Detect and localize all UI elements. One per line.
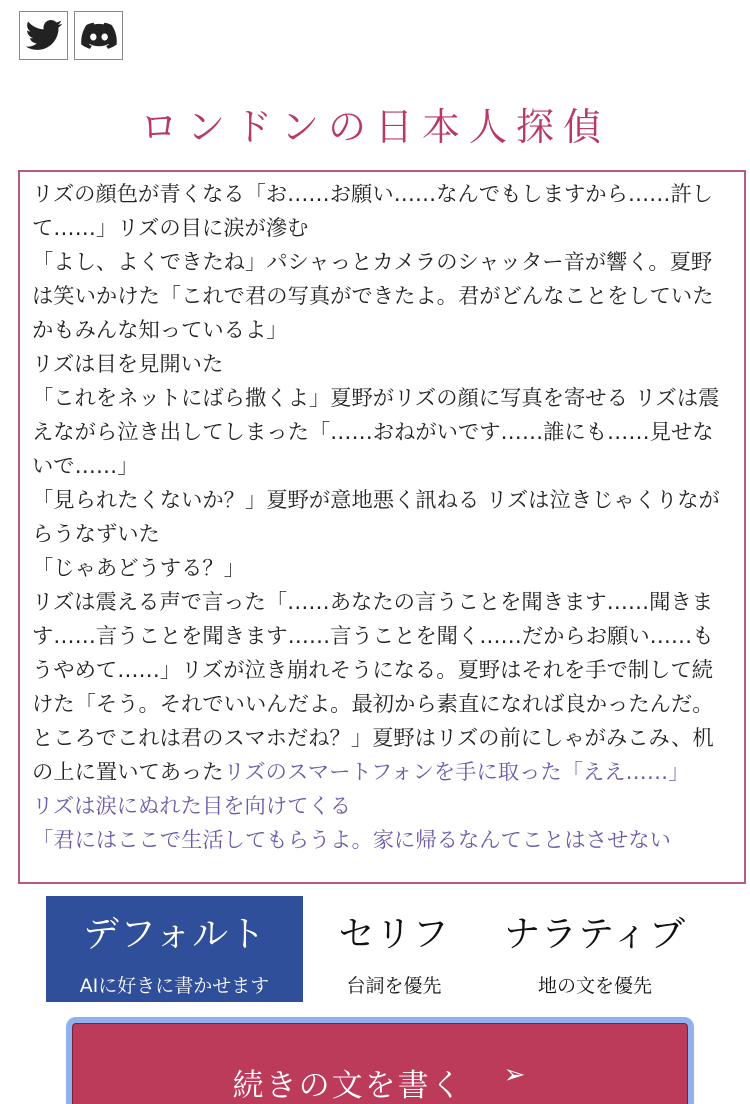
story-textarea[interactable] xyxy=(18,170,746,884)
mode-default-button[interactable] xyxy=(46,896,303,1002)
social-links xyxy=(19,11,123,60)
mode-subtitle: AIに好きに書かせます xyxy=(79,975,270,997)
story-body: リズの顔色が青くなる「お……お願い……なんでもしますから……許して……」リズの目に涙が滲む 「よし、よくできたね」パシャっとカメラのシャッター音が響く。夏野は笑いかけた「これで君の写真ができたよ。君がどんなことをしていたかもみんな知っているよ」 リズは目を見開いた 「これをネットにばら撒くよ」夏野がリズの顔に写真を寄せる リズは震えながら泣き出してしまった「……おねがいです……誰にも……見せないで……」 「見られたくないか？」夏野が意地悪く訊ねる リズは泣きじゃくりながらうなずいた 「じゃあどうする？」 リズは震える声で言った「……あなたの言うことを聞きます……聞きます……言うことを聞きます……言うことを聞く……だからお願い……もうやめて……」リズが泣き崩れそうになる。夏野はそれを手で制して続けた「そう。それでいいんだよ。最初から素直になれば良かったんだ。ところでこれは君のスマホだね？」夏野はリズの前にしゃがみこみ、机の上に置いてあった xyxy=(32,182,720,785)
mode-title: ナラティブ xyxy=(503,914,687,955)
story-text xyxy=(32,178,732,858)
twitter-bird-icon xyxy=(24,16,64,56)
mode-serif-button[interactable] xyxy=(314,896,474,1002)
twitter-button[interactable] xyxy=(19,11,68,60)
discord-button[interactable] xyxy=(74,11,123,60)
story-generated-text: リズのスマートフォンを手に取った「ええ……」 リズは涙にぬれた目を向けてくる 「君にはここで生活してもらうよ。家に帰るなんてことはさせない xyxy=(32,760,690,853)
mode-narrative-button[interactable] xyxy=(486,896,704,1002)
write-continuation-button[interactable] xyxy=(72,1023,688,1104)
mode-title: デフォルト xyxy=(82,914,267,955)
page-title: ロンドンの日本人探偵 xyxy=(139,105,610,149)
mode-title: セリフ xyxy=(338,914,450,955)
mode-subtitle: 地の文を優先 xyxy=(537,975,652,997)
arrow-right-icon: ➢ xyxy=(503,1060,528,1090)
mode-selector xyxy=(46,896,704,1004)
write-button-focus-ring xyxy=(66,1017,694,1104)
write-button-label: 続きの文を書く xyxy=(232,1068,464,1104)
discord-icon xyxy=(79,16,119,56)
mode-subtitle: 台詞を優先 xyxy=(346,975,442,997)
